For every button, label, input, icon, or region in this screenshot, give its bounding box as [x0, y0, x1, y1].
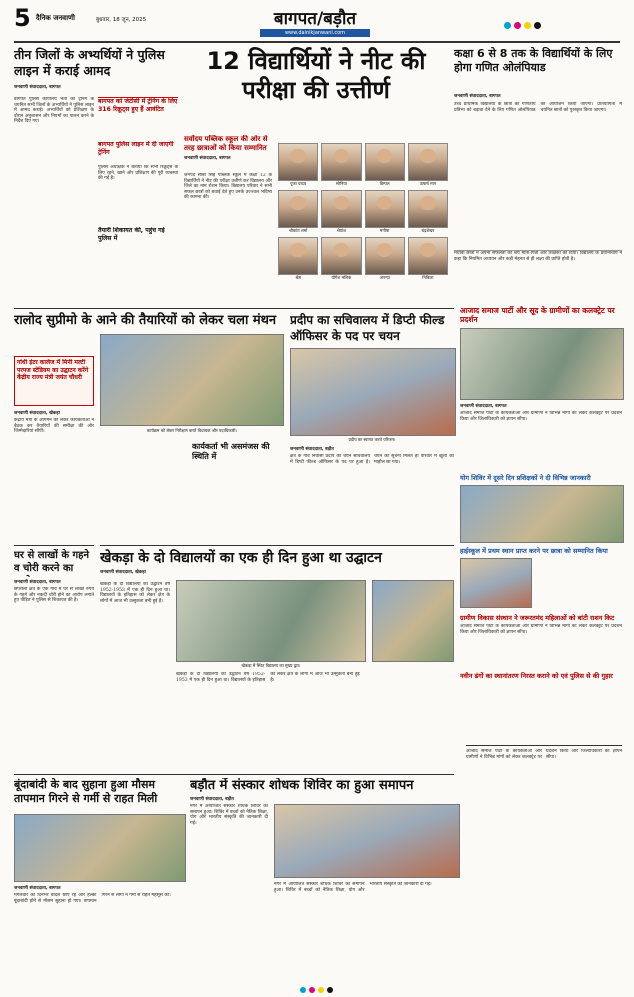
story-math-olympiad: [454, 47, 622, 247]
body-text: नगर में आयोजित संस्कार शोधक शिविर का समापन हुआ। शिविर में बच्चों को नैतिक शिक्षा, योग और भारतीय संस्कृति की जानकारी दी गई।: [190, 804, 268, 826]
student-photo: [278, 190, 318, 228]
subheadline-award: हाईस्कूल में प्रथम स्थान प्राप्त करने पर छात्रा को सम्मानित किया: [460, 547, 608, 555]
body-text: बागपत पुलिस कार्यालय भर्ती की ट्रेनिंग के चयनित सभी जिलों के अभ्यर्थियों ने पुलिस लाइन में आमद कराई। अभ्यर्थियों को प्रशिक्षण के दौरान अनुशासन और नियमों का पालन करने के निर्देश दिए गए।: [14, 97, 94, 125]
body-text: क्षेत्र के गांव निवासी प्रदीप का चयन सचिवालय में डिप्टी फील्ड ऑफिसर के पद पर हुआ है। चयन की सूचना मिलते ही परिवार में खुशी का माहौल छा गया।: [290, 454, 454, 465]
student-photo: [365, 190, 405, 228]
student-name: डिम्पल: [379, 181, 390, 186]
story-police-line: [14, 47, 179, 307]
student-name: पूजा यादव: [290, 181, 307, 186]
section-title: बागपत/बड़ौत: [273, 9, 357, 29]
student-name: श्रेष्ठ: [295, 275, 301, 280]
student-name: निकिता: [422, 275, 434, 280]
lead-headline: 12 विद्यार्थियों ने नीट की परीक्षा की उत्तीर्ण: [206, 47, 426, 104]
headline: कक्षा 6 से 8 तक के विद्यार्थियों के लिए होगा गणित ओलंपियाड: [454, 47, 613, 74]
lead-body-left: जनपद सीबी सिंह पब्लिक स्कूल में कक्षा 12 के विद्यार्थियों ने नीट की परीक्षा उत्तीर्ण कर विद्यालय और जिले का नाम रोशन किया। विद्यालय परिवार ने सभी सफल छात्रों को बधाई देते हुए उनके उज्ज्वल भविष्य की कामना की।: [184, 173, 272, 201]
school-photo: [176, 580, 366, 662]
student-name: चंद्रशेखर: [421, 228, 435, 233]
body-text: खेकड़ा के दो विद्यालयों का उद्घाटन वर्ष 1952-1953 में एक ही दिन हुआ था। विद्यालयों के इतिहास को लेकर क्षेत्र के लोगों में आज भी उत्सुकता बनी हुई है।: [100, 582, 170, 604]
headline: रालोद सुप्रीमो के आने की तैयारियों को लेकर चला मंथन: [14, 313, 277, 328]
story-bottom-right: [466, 745, 622, 978]
byline: जनवाणी संवाददाता, बड़ौत: [290, 447, 334, 452]
story-camp: [190, 778, 460, 978]
lead-byline: जनवाणी संवाददाता, बागपत: [184, 156, 231, 161]
body-text-2: नगर में आयोजित संस्कार शोधक शिविर का समापन हुआ। शिविर में बच्चों को नैतिक शिक्षा, योग और भारतीय संस्कृति की जानकारी दी गई।: [274, 882, 432, 893]
student-name: सोनिया: [335, 181, 347, 186]
color-registration-dots: [504, 14, 544, 33]
story-weather: [14, 778, 184, 978]
pradeep-photo: [290, 348, 456, 436]
story-continuation: [454, 250, 622, 305]
body-text-2: आजाद समाज पार्टी के कार्यकर्ताओं और ग्रामीणों ने विभिन्न मांगों को लेकर कलक्ट्रेट पर प्रदर्शन किया और जिलाधिकारी को ज्ञापन सौंपा।: [460, 624, 622, 635]
body-text: छपरौली क्षेत्र के एक गांव में घर से लाखों रुपये के गहने और नकदी चोरी होने का आरोप लगाते हुए पीड़ित ने पुलिस से शिकायत की है।: [14, 587, 94, 604]
byline: जनवाणी संवाददाता, बागपत: [14, 85, 61, 90]
student-name: अनन्या: [379, 275, 390, 280]
school-photo-2: [372, 580, 454, 662]
student-photo: [321, 237, 361, 275]
story-pradeep: [290, 312, 454, 540]
infobox-1: [98, 97, 178, 137]
body-text: केंद्रीय मंत्री के आगमन को लेकर कार्यकर्ताओं ने बैठक कर तैयारियों की समीक्षा की और जिम्मेदारियां सौंपीं।: [14, 418, 94, 435]
student-name: योगेश मलिक: [331, 275, 352, 280]
divider: [14, 308, 454, 309]
student-photo-grid: [278, 143, 448, 281]
story-ralod: [14, 312, 284, 540]
headline: प्रदीप का सचिवालय में डिप्टी फील्ड ऑफिसर के पद पर चयन: [290, 313, 445, 343]
body-text: मेधावी छात्रों ने अपनी सफलता का श्रेय माता-पिता और शिक्षकों को दिया। विद्यालय के प्रधानाचार्य ने कहा कि नियमित अध्ययन और कड़ी मेहनत से ही लक्ष्य की प्राप्ति होती है।: [454, 251, 622, 262]
weather-photo: [14, 814, 186, 882]
infobox-1-title: बागपत को जेटीसी में ट्रेनिंग के लिए 316 रिक्रूट्स हुए हैं आवंटित: [98, 98, 178, 113]
protest-photo: [460, 328, 624, 400]
student-name: श्रेयांश: [336, 228, 347, 233]
headline: खेकड़ा के दो विद्यालयों का एक ही दिन हुआ था उद्घाटन: [100, 550, 382, 566]
headline: तीन जिलों के अभ्यर्थियों ने पुलिस लाइन में कराई आमद: [14, 47, 165, 78]
photo-caption: खेकड़ा में स्थित विद्यालय का मुख्य द्वार।: [241, 663, 301, 668]
student-photo: [321, 190, 361, 228]
student-photo: [408, 143, 448, 181]
headline: घर से लाखों के गहने व चोरी करने का: [14, 550, 89, 574]
photo-caption: कार्यक्रम को लेकर निरीक्षण करते विधायक और पदाधिकारी।: [146, 428, 238, 433]
story-khekda: [100, 545, 454, 770]
headline: बूंदाबांदी के बाद सुहाना हुआ मौसम तापमान गिरने से गर्मी से राहत मिली: [14, 778, 158, 805]
infobox-2: [98, 141, 178, 161]
header-rule: [14, 41, 620, 43]
subheadline: कार्यकर्ता भी असमंजस की स्थिति में: [192, 442, 270, 461]
issue-date: बुधवार, 18 जून, 2025: [96, 17, 147, 23]
byline: जनवाणी संवाददाता, खेकड़ा: [14, 411, 60, 416]
divider-bottom: [14, 774, 454, 775]
camp-photo: [274, 804, 460, 878]
student-photo: [321, 143, 361, 181]
yoga-photo: [460, 485, 624, 543]
byline: जनवाणी संवाददाता, खेकड़ा: [100, 570, 146, 575]
event-photo: [100, 334, 284, 426]
infobox-title: गांधी इंटर कालेज में मिनी मल्टी परपज स्टेडियम का उद्घाटन करेंगे केंद्रीय राज्य मंत्री जयंत चौधरी: [17, 359, 89, 382]
lead-subheadline: सर्वोदय पब्लिक स्कूल की ओर से तरह छात्राओं को किया सम्मानित: [184, 135, 268, 152]
byline: जनवाणी संवाददाता, बागपत: [14, 580, 61, 585]
student-name: मनीषा: [379, 228, 390, 233]
student-photo: [365, 237, 405, 275]
award-photo: [460, 558, 532, 608]
body-text: मंगलवार को दिनभर बादल छाए रहे और हल्की बूंदाबांदी होने से मौसम सुहाना हो गया। तापमान गिरने से लोगों ने गर्मी से राहत महसूस की।: [14, 893, 171, 904]
byline: जनवाणी संवाददाता, बागपत: [14, 886, 61, 891]
body-text: आजाद समाज पार्टी के कार्यकर्ताओं और ग्रामीणों ने विभिन्न मांगों को लेकर कलक्ट्रेट पर प्रदर्शन किया और जिलाधिकारी को ज्ञापन सौंपा।: [466, 749, 622, 760]
body-text-2: पुलिस अधीक्षक ने बताया कि सभी रिक्रूट्स के लिए रहने, खाने और प्रशिक्षण की पूरी व्यवस्था की गई है।: [98, 165, 178, 182]
body-text: आजाद समाज पार्टी के कार्यकर्ताओं और ग्रामीणों ने विभिन्न मांगों को लेकर कलक्ट्रेट पर प्रदर्शन किया और जिलाधिकारी को ज्ञापन सौंपा।: [460, 411, 622, 422]
student-photo: [408, 237, 448, 275]
student-photo: [278, 237, 318, 275]
section-banner: [250, 6, 380, 28]
headline: आजाद समाज पार्टी और सूद के ग्रामीणों का कलक्ट्रेट पर प्रदर्शन: [460, 306, 615, 324]
story-neet: [184, 47, 448, 303]
subheadline-transfer: नवीन ढंगों का स्थानांतरण निरस्त कराने को एवं पुलिस से की गुहार: [460, 672, 613, 680]
byline: जनवाणी संवाददाता, बागपत: [460, 404, 507, 409]
student-photo: [365, 143, 405, 181]
body-text-2: खेकड़ा के दो विद्यालयों का उद्घाटन वर्ष 1952-1953 में एक ही दिन हुआ था। विद्यालयों के इतिहास को लेकर क्षेत्र के लोगों में आज भी उत्सुकता बनी हुई है।: [176, 672, 360, 683]
website-bar: [260, 29, 370, 37]
infobox-2-title: बागपत पुलिस लाइन में दी जाएगी ट्रेनिंग: [98, 141, 174, 156]
subheadline-ration: ग्रामीण विकास संस्थान ने जरूरतमंद महिलाओं को बांटी राशन किट: [460, 614, 615, 622]
student-photo: [408, 190, 448, 228]
student-photo: [278, 143, 318, 181]
subheadline-yoga: योग शिविर में दूसरे दिन प्रशिक्षकों ने दी विभिन्न जानकारी: [460, 474, 591, 482]
story-protest: [460, 306, 622, 740]
infobox-3: [98, 227, 178, 249]
headline: बड़ौत में संस्कार शोधक शिविर का हुआ समापन: [190, 778, 414, 793]
body-text: उच्च प्राथमिक विद्यालयों के छात्रों की गणितीय प्रतिभा को बढ़ावा देने के लिए गणित ओलंपियाड का आयोजन किया जाएगा। प्रतियोगिता में चयनित छात्रों को पुरस्कृत किया जाएगा।: [454, 102, 622, 113]
byline: जनवाणी संवाददाता, बागपत: [454, 94, 501, 99]
student-name: उत्कर्ष मान: [419, 181, 437, 186]
page-header: [14, 6, 620, 42]
photo-caption: प्रदीप का स्वागत करते परिजन।: [348, 437, 396, 442]
story-theft: [14, 545, 94, 770]
byline: जनवाणी संवाददाता, बड़ौत: [190, 797, 234, 802]
infobox: [14, 356, 94, 406]
student-name: श्रीकांत शर्मा: [288, 228, 308, 233]
infobox-3-title: तैयारी शिकायत की, पहुंच गई पुलिस में: [98, 227, 165, 242]
page-number: 5: [14, 4, 31, 32]
website-url: www.dainikjanwani.com: [284, 30, 346, 36]
paper-name: दैनिक जनवाणी: [36, 14, 75, 22]
